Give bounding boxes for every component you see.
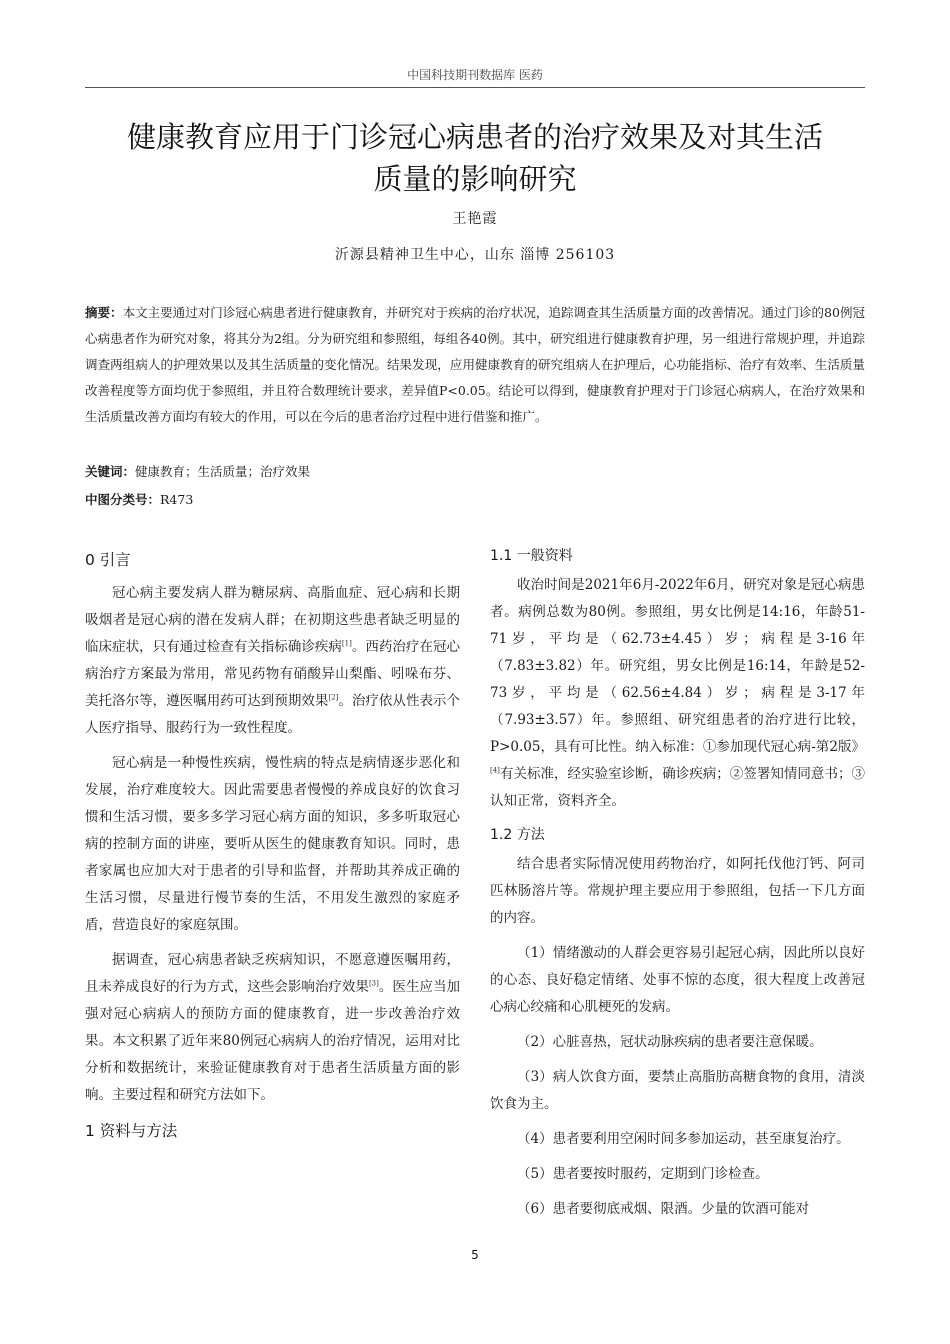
citation-2: [2]	[328, 693, 339, 702]
keywords-label: 关键词：	[85, 464, 136, 479]
page-number: 5	[471, 1248, 479, 1262]
subsection-heading-general: 1.1 一般资料	[490, 548, 573, 564]
classification-label: 中图分类号：	[85, 492, 161, 507]
general-text-a: 收治时间是2021年6月-2022年6月，研究对象是冠心病患者。病例总数为80例。参照组，男女比例是14:16，年龄51-71岁，平均是（62.73±4.45）岁；病程是3-16年（7.83±3.82）年。研究组，男女比例是16:14，年龄是52-73岁，平均是（62.56±4.84）岁；病程是3-17年（7.93±3.57）年。参照组、研究组患者的治疗进行比较，P>0.05，具有可比性。纳入标准：①参加现代冠心病-第2版》	[490, 577, 865, 755]
journal-header: 中国科技期刊数据库 医药	[407, 68, 543, 82]
citation-4: [4]	[490, 766, 500, 775]
citation-1: [1]	[341, 639, 352, 648]
intro-p1-text-a: 冠心病主要发病人群为糖尿病、高脂血症、冠心病和长期吸烟者是冠心病的潜在发病人群；在初期这些患者缺乏明显的临床症状，只有通过检查有关指标确诊疾病	[85, 585, 460, 655]
affiliation: 沂源县精神卫生中心，山东 淄博 256103	[334, 247, 616, 263]
intro-paragraph-1	[85, 580, 460, 742]
subsection-heading-method: 1.2 方法	[490, 827, 545, 843]
author: 王艳霞	[452, 211, 498, 227]
keywords-text: 健康教育；生活质量；治疗效果	[135, 464, 311, 479]
general-paragraph	[490, 572, 865, 815]
general-text-b: 有关标准，经实验室诊断，确诊疾病；②签署知情同意书；③认知正常，资料齐全。	[490, 766, 865, 809]
title-line-1: 健康教育应用于门诊冠心病患者的治疗效果及对其生活	[126, 120, 823, 154]
header-divider	[85, 87, 865, 88]
right-column	[490, 540, 865, 1231]
intro-paragraph-2: 冠心病是一种慢性疾病，慢性病的特点是病情逐步恶化和发展，治疗难度较大。因此需要患者慢慢的养成良好的饮食习惯和生活习惯，要多多学习冠心病方面的知识，多多听取冠心病的控制方面的讲座，要听从医生的健康教育知识。同时，患者家属也应加大对于患者的引导和监督，并帮助其养成正确的生活习惯，尽量进行慢节奏的生活，不用发生激烈的家庭矛盾，营造良好的家庭氛围。	[85, 755, 460, 933]
paper-title	[85, 116, 865, 200]
method-item-1: （1）情绪激动的人群会更容易引起冠心病，因此所以良好的心态、良好稳定情绪、处事不惊的态度，很大程度上改善冠心病心绞痛和心肌梗死的发病。	[490, 945, 865, 1015]
intro-paragraph-3	[85, 947, 460, 1109]
abstract	[85, 300, 865, 430]
method-item-2: （2）心脏喜热，冠状动脉疾病的患者要注意保暖。	[517, 1034, 823, 1050]
intro-p3-text-a: 据调查，冠心病患者缺乏疾病知识，不愿意遵医嘱用药，且未养成良好的行为方式，这些会影响治疗效果	[85, 952, 460, 995]
intro-p1-text-b: 。西药治疗在冠心病治疗方案最为常用，常见药物有硝酸异山梨酯、吲哚布芬、美托洛尔等，遵医嘱用药可达到预期效果	[85, 639, 460, 709]
method-item-5: （5）患者要按时服药，定期到门诊检查。	[517, 1166, 769, 1182]
left-column	[85, 540, 460, 1151]
citation-3: [3]	[368, 979, 379, 988]
method-item-3: （3）病人饮食方面，要禁止高脂肪高糖食物的食用，清淡饮食为主。	[490, 1069, 865, 1112]
title-line-2: 质量的影响研究	[373, 162, 577, 196]
method-paragraph: 结合患者实际情况使用药物治疗，如阿托伐他汀钙、阿司匹林肠溶片等。常规护理主要应用于参照组，包括一下几方面的内容。	[490, 856, 865, 926]
method-item-4: （4）患者要利用空闲时间多参加运动，甚至康复治疗。	[517, 1131, 850, 1147]
keywords	[85, 462, 865, 480]
section-heading-intro: 0 引言	[85, 551, 131, 569]
method-item-6: （6）患者要彻底戒烟、限酒。少量的饮酒可能对	[517, 1201, 810, 1217]
section-heading-methods: 1 资料与方法	[85, 1122, 178, 1140]
intro-p1-text-c: 。治疗依从性表示个人医疗指导、服药行为一致性程度。	[85, 693, 461, 736]
intro-p3-text-b: 。医生应当加强对冠心病病人的预防方面的健康教育，进一步改善治疗效果。本文积累了近年来80例冠心病病人的治疗情况，运用对比分析和数据统计，来验证健康教育对于患者生活质量方面的影响。主要过程和研究方法如下。	[85, 979, 461, 1103]
classification-text: R473	[160, 492, 194, 507]
classification	[85, 490, 865, 508]
abstract-text: 本文主要通过对门诊冠心病患者进行健康教育，并研究对于疾病的治疗状况，追踪调查其生活质量方面的改善情况。通过门诊的80例冠心病患者作为研究对象，将其分为2组。分为研究组和参照组，每组各40例。其中，研究组进行健康教育护理，另一组进行常规护理，并追踪调查两组病人的护理效果以及其生活质量的变化情况。结果发现，应用健康教育的研究组病人在护理后，心功能指标、治疗有效率、生活质量改善程度等方面均优于参照组，并且符合数理统计要求，差异值P<0.05。结论可以得到，健康教育护理对于门诊冠心病病人，在治疗效果和生活质量改善方面均有较大的作用，可以在今后的患者治疗过程中进行借鉴和推广。	[85, 305, 865, 424]
abstract-label: 摘要：	[85, 305, 123, 320]
